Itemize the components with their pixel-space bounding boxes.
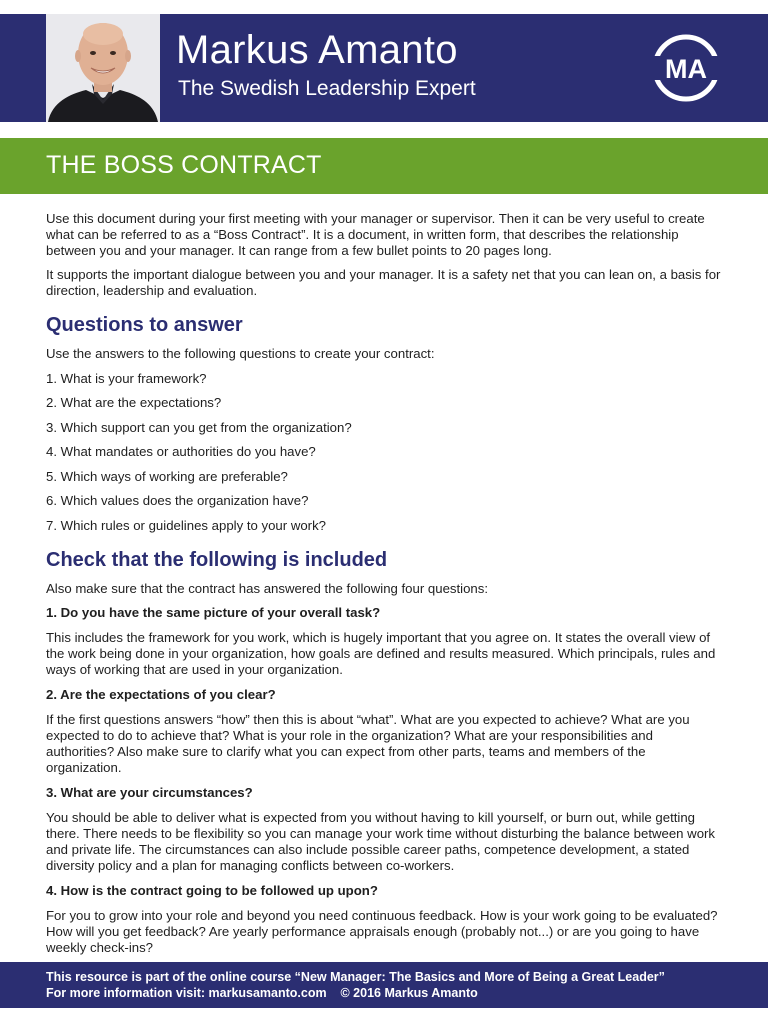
intro-paragraph-1: Use this document during your first meeting with your manager or supervisor. Then it can be very useful to create what can be referred to as a “Boss Contract”. It is a document, in written form, that describes the relationship between you and your manager. It can range from a few bullet points to 20 pages long. [46,211,705,258]
logo-text: MA [665,54,707,84]
check-question: 3. What are your circumstances? [46,785,253,800]
check-answer: This includes the framework for you work, which is hugely important that you agree on. It states the overall view of the work being done in your organization, how goals are defined and results measured. Which principals, rules and ways of working that are used in your organization. [46,630,716,677]
check-question: 1. Do you have the same picture of your overall task? [46,605,381,620]
list-item: 7. Which rules or guidelines apply to your work? [46,517,327,533]
footer-info-line: For more information visit: markusamanto.com © 2016 Markus Amanto [46,986,478,1000]
list-item: 6. Which values does the organization have? [46,493,309,508]
check-question: 2. Are the expectations of you clear? [46,687,276,702]
questions-list [46,371,722,534]
title-band [0,138,768,194]
list-item: 3. Which support can you get from the organization? [46,419,352,435]
author-tagline: The Swedish Leadership Expert [178,77,476,100]
document-body [46,211,722,965]
check-question: 4. How is the contract going to be followed up upon? [46,883,378,898]
list-item: 5. Which ways of working are preferable? [46,468,288,484]
footer-course-line: This resource is part of the online course “New Manager: The Basics and More of Being a Great Leader” [46,970,665,984]
author-name: Markus Amanto [176,28,458,72]
list-item: 2. What are the expectations? [46,395,222,410]
document-title: THE BOSS CONTRACT [46,151,322,179]
check-answer: You should be able to deliver what is expected from you without having to kill yourself, or burn out, while getting there. There needs to be flexibility so you can manage your work time without disturbing the balance between work and private life. The circumstances can also include possible career paths, competence development, a stated diversity policy and a plan for managing conflicts between co-workers. [46,810,716,873]
page-footer [0,962,768,1008]
page-header [0,14,768,122]
questions-lead: Use the answers to the following questions to create your contract: [46,346,435,361]
list-item: 1. What is your framework? [46,370,207,386]
intro-paragraph-2: It supports the important dialogue between you and your manager. It is a safety net that you can lean on, a basis for direction, leadership and evaluation. [46,267,721,298]
questions-heading: Questions to answer [46,314,243,336]
check-heading: Check that the following is included [46,548,388,571]
list-item: 4. What mandates or authorities do you have? [46,444,316,459]
check-answer: If the first questions answers “how” then this is about “what”. What are you expected to achieve? What are you expected to do to achieve that? What is your role in the organization? What are your responsibilities and authorities? Also make sure to clarify what you can expect from other parts, teams and members of the organization. [46,712,690,775]
author-photo [46,14,160,122]
ma-logo-icon [652,34,720,102]
check-answer: For you to grow into your role and beyond you need continuous feedback. How is your work going to be evaluated? How will you get feedback? Are yearly performance appraisals enough (probably not...) or are you going to have weekly check-ins? [46,908,718,955]
check-lead: Also make sure that the contract has answered the following four questions: [46,580,489,596]
